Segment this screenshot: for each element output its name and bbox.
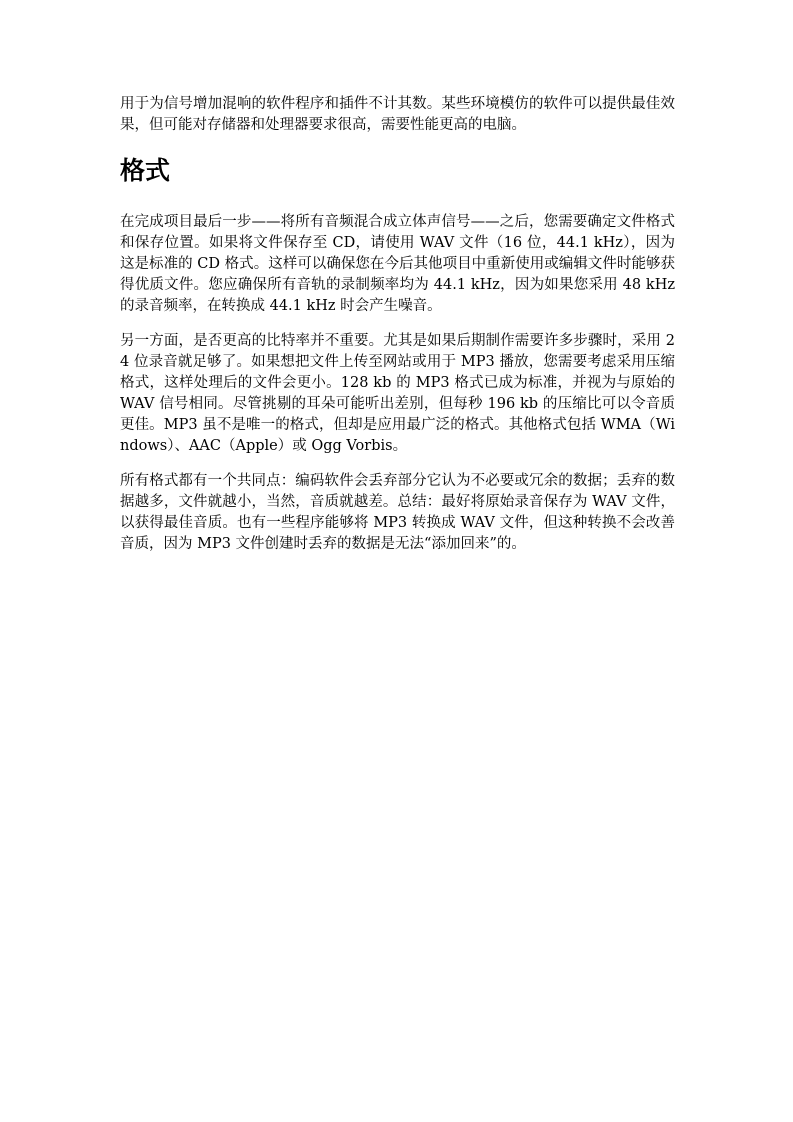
- body-paragraph: 所有格式都有一个共同点：编码软件会丢弃部分它认为不必要或冗余的数据；丢弃的数据越多，文件就越小，当然，音质就越差。总结：最好将原始录音保存为 WAV 文件，以获得最佳音质。也有一些程序能够将 MP3 转换成 WAV 文件，但这种转换不会改善音质，因为 MP3 文件创建时丢弃的数据是无法“添加回来”的。: [120, 473, 675, 552]
- intro-paragraph: 用于为信号增加混响的软件程序和插件不计其数。某些环境模仿的软件可以提供最佳效果，但可能对存储器和处理器要求很高，需要性能更高的电脑。: [120, 96, 675, 133]
- document-page: [120, 94, 680, 555]
- section-heading: 格式: [120, 156, 171, 185]
- body-paragraph: 另一方面，是否更高的比特率并不重要。尤其是如果后期制作需要许多步骤时，采用 24 位录音就足够了。如果想把文件上传至网站或用于 MP3 播放，您需要考虑采用压缩格式，这样处理后的文件会更小。128 kb 的 MP3 格式已成为标准，并视为与原始的 WAV 信号相同。尽管挑剔的耳朵可能听出差别，但每秒 196 kb 的压缩比可以令音质更佳。MP3 虽不是唯一的格式，但却是应用最广泛的格式。其他格式包括 WMA（Windows）、AAC（Apple）或 Ogg Vorbis。: [120, 333, 680, 454]
- body-paragraph: 在完成项目最后一步——将所有音频混合成立体声信号——之后，您需要确定文件格式和保存位置。如果将文件保存至 CD，请使用 WAV 文件（16 位，44.1 kHz），因为这是标准的 CD 格式。这样可以确保您在今后其他项目中重新使用或编辑文件时能够获得优质文件。您应确保所有音轨的录制频率均为 44.1 kHz，因为如果您采用 48 kHz 的录音频率，在转换成 44.1 kHz 时会产生噪音。: [120, 214, 680, 314]
